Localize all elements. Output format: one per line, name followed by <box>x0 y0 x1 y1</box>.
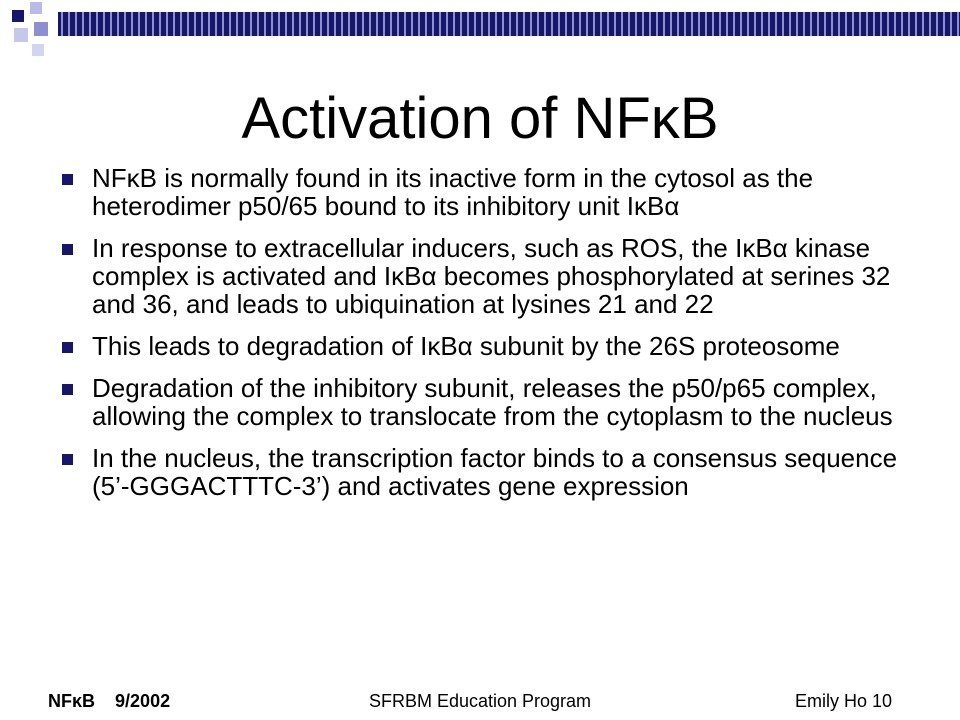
bullet-item <box>60 444 920 500</box>
slide-title: Activation of NFκB <box>241 86 719 151</box>
bullet-text: NFκB is normally found in its inactive form in the cytosol as the heterodimer p50/65 bound to its inhibitory unit IκBα <box>92 163 814 221</box>
corner-square-light <box>32 44 44 56</box>
footer-topic-date: NFκB 9/2002 <box>48 691 171 711</box>
bullet-item <box>60 234 920 318</box>
footer-author-page: Emily Ho 10 <box>794 691 892 711</box>
bullet-text: In the nucleus, the transcription factor binds to a consensus sequence (5’-GGGACTTTC-3’) and activates gene expression <box>92 443 898 501</box>
bullet-item <box>60 332 920 360</box>
corner-square-dark <box>12 10 24 22</box>
corner-square-light <box>14 28 28 42</box>
bullet-text: In response to extracellular inducers, such as ROS, the IκBα kinase complex is activated and IκBα becomes phosphorylated at serines 32 and 36, and leads to ubiquination at lysines 21 and 22 <box>92 233 891 319</box>
footer-program: SFRBM Education Program <box>368 691 592 711</box>
bullet-list <box>60 164 920 514</box>
bullet-item <box>60 374 920 430</box>
square-bullet-icon <box>62 342 73 353</box>
bullet-text: This leads to degradation of IκBα subunit by the 26S proteosome <box>92 331 840 361</box>
bullet-item <box>60 164 920 220</box>
square-bullet-icon <box>62 454 73 465</box>
corner-square-light <box>30 2 42 14</box>
header-stripe-band <box>58 12 960 36</box>
square-bullet-icon <box>62 384 73 395</box>
square-bullet-icon <box>62 244 73 255</box>
corner-square-mid <box>34 22 48 36</box>
square-bullet-icon <box>62 174 73 185</box>
bullet-text: Degradation of the inhibitory subunit, releases the p50/p65 complex, allowing the complex to translocate from the cytoplasm to the nucleus <box>92 373 893 431</box>
